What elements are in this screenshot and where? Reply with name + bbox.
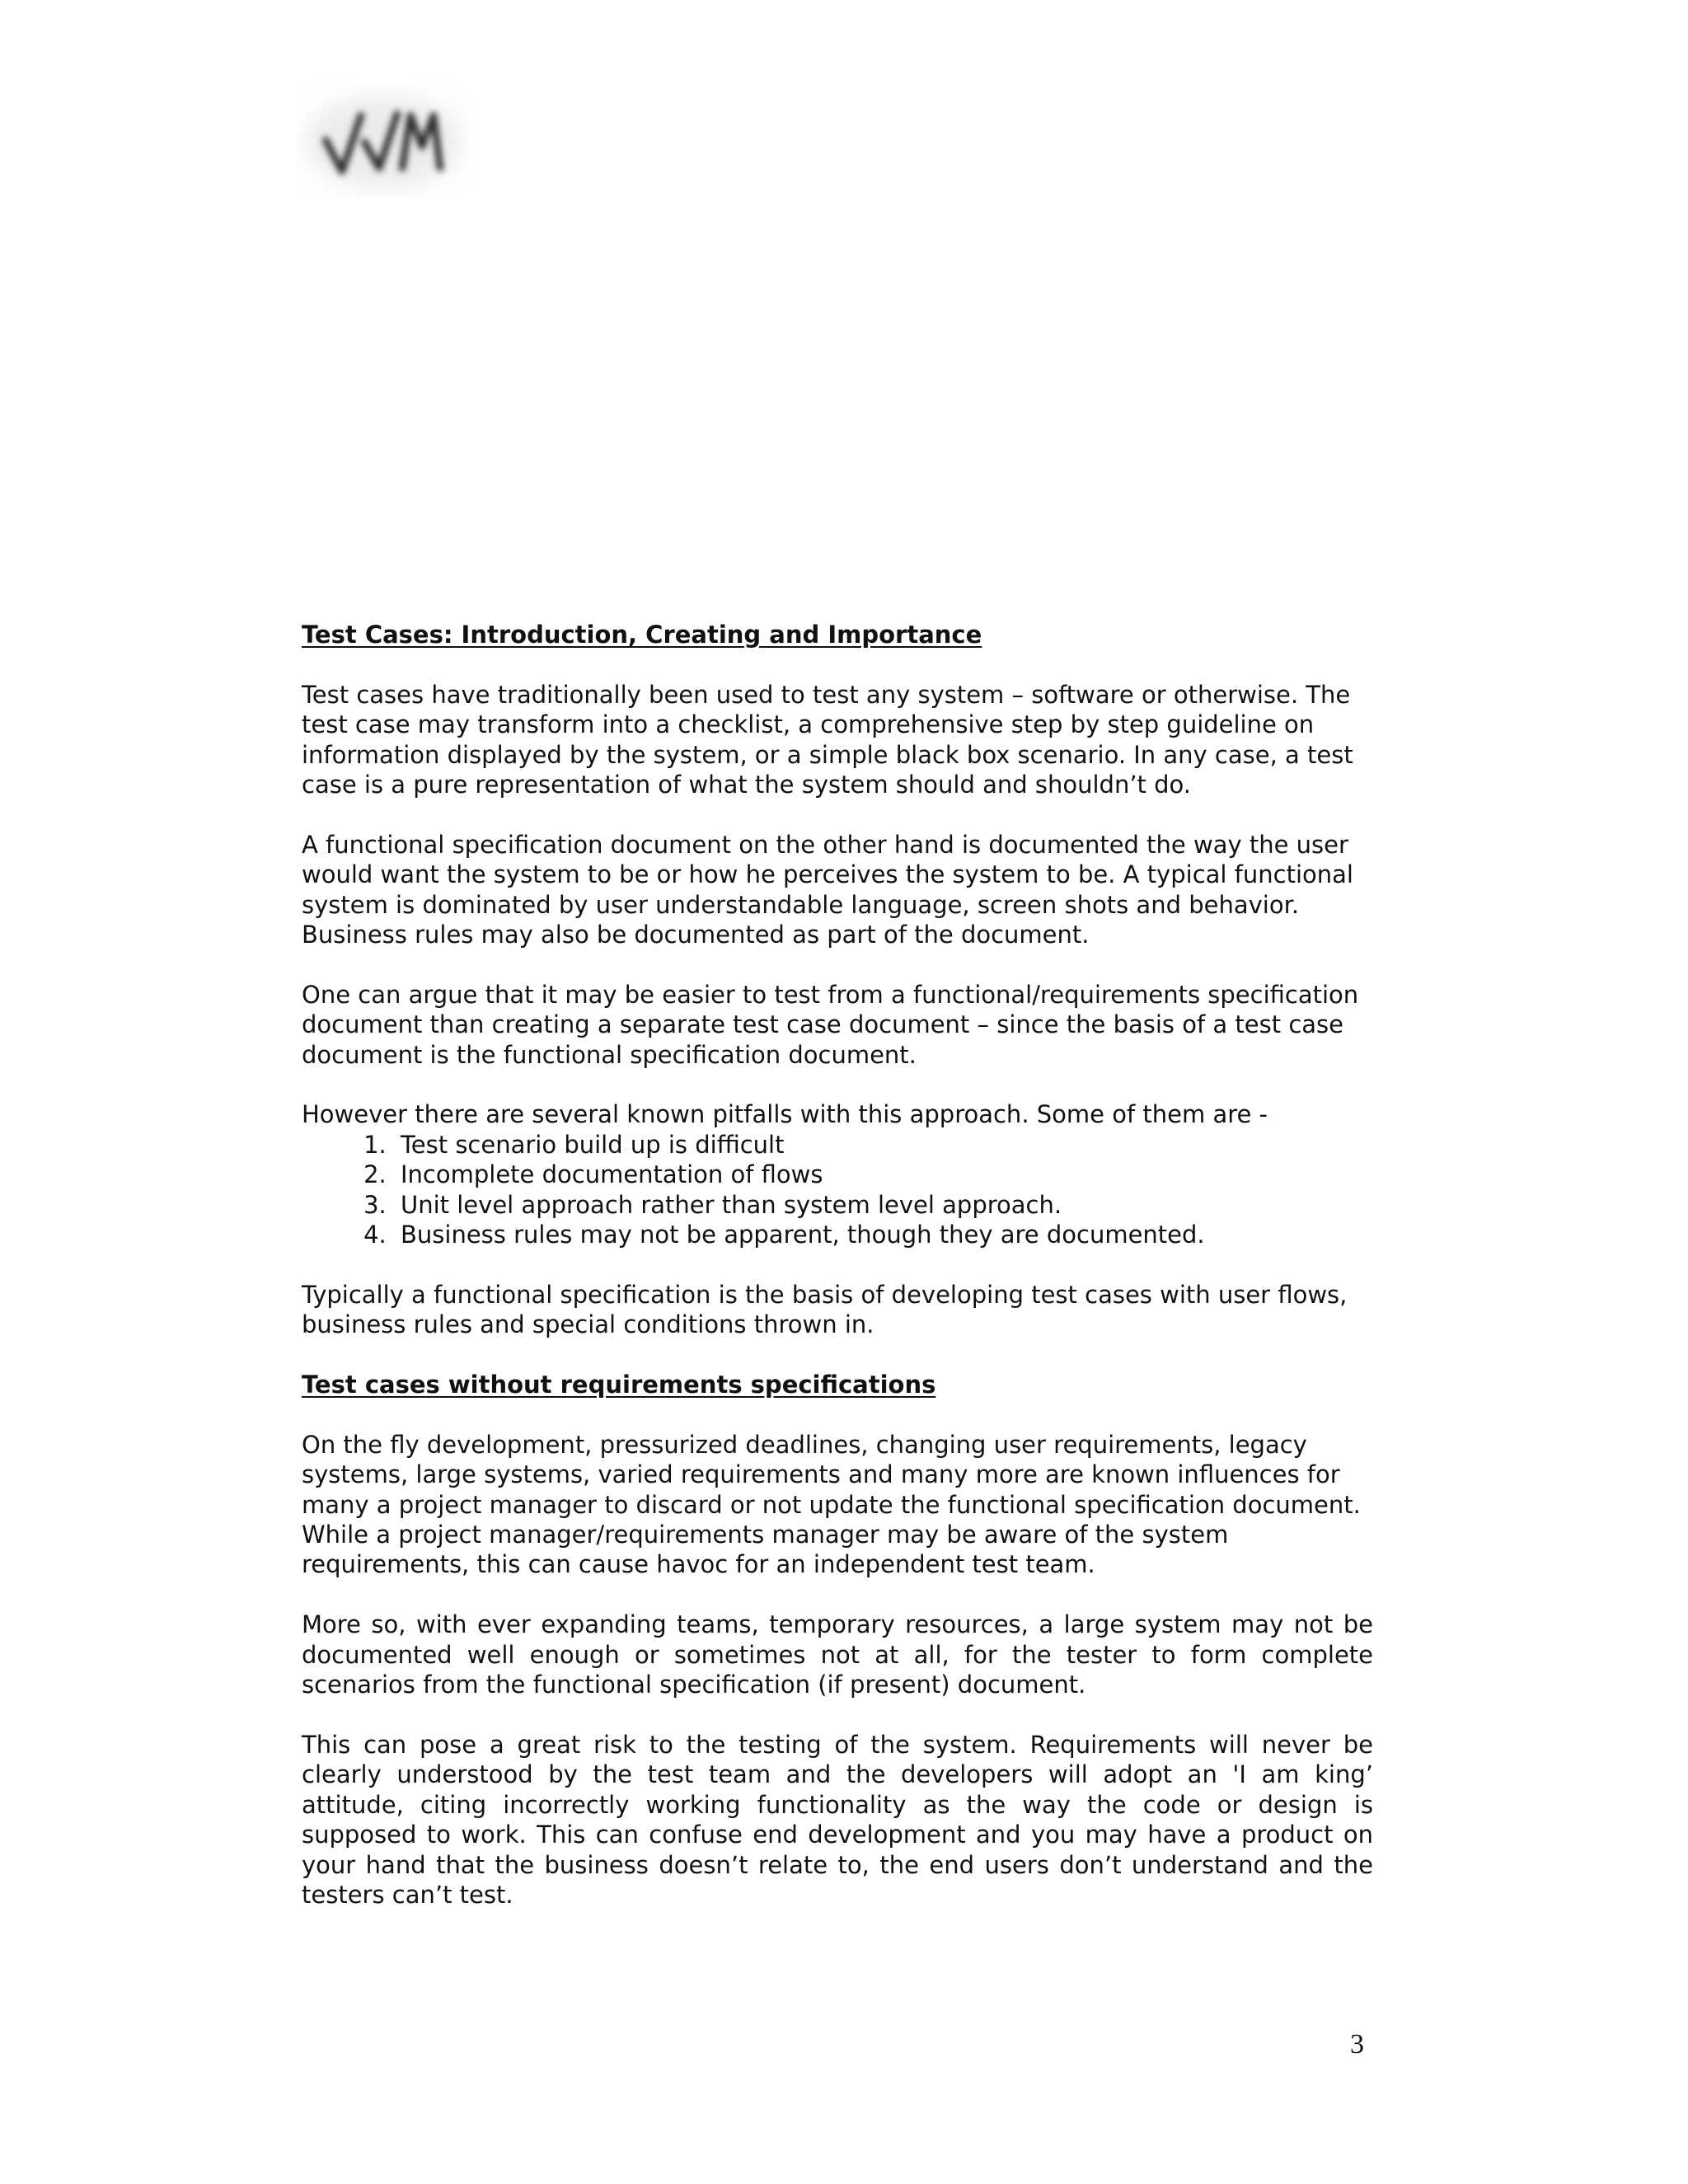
list-item: 2. Incomplete documentation of flows	[394, 1160, 1373, 1189]
pitfalls-list	[302, 1130, 1373, 1250]
page-number: 3	[1350, 2029, 1364, 2060]
document-body	[302, 620, 1373, 1940]
paragraph-functional-spec-basis: Typically a functional specification is the basis of developing test cases with user flows, business rules and special conditions thrown in.	[302, 1280, 1348, 1339]
paragraph-testing-from-specification: One can argue that it may be easier to test from a functional/requirements specification document than creating a separate test case document – since the basis of a test case document is the functional specification document.	[302, 980, 1359, 1069]
list-item: 4. Business rules may not be apparent, though they are documented.	[394, 1220, 1373, 1249]
section-heading-test-cases-introduction: Test Cases: Introduction, Creating and Importance	[302, 621, 982, 649]
paragraph-pitfalls-intro: However there are several known pitfalls with this approach. Some of them are -	[302, 1100, 1268, 1129]
list-item: 1. Test scenario build up is difficult	[394, 1130, 1373, 1160]
paragraph-test-cases-intro: Test cases have traditionally been used to test any system – software or otherwise. The test case may transform into a checklist, a comprehensive step by step guideline on information displayed by the system, or a simple black box scenario. In any case, a test case is a pure representation of what the system should and shouldn’t do.	[302, 680, 1353, 799]
list-item: 3. Unit level approach rather than system level approach.	[394, 1190, 1373, 1220]
paragraph-functional-specification: A functional specification document on the other hand is documented the way the user would want the system to be or how he perceives the system to be. A typical functional system is dominated by user understandable language, screen shots and behavior. Business rules may also be documented as part of the document.	[302, 830, 1353, 949]
section-heading-without-requirements: Test cases without requirements specifications	[302, 1371, 936, 1399]
paragraph-expanding-teams: More so, with ever expanding teams, temporary resources, a large system may not be documented well enough or sometimes not at all, for the tester to form complete scenarios from the functional specification (if present) document.	[302, 1610, 1373, 1699]
paragraph-testing-risk: This can pose a great risk to the testing of the system. Requirements will never be clearly understood by the test team and the developers will adopt an 'I am king’ attitude, citing incorrectly working functionality as the way the code or design is supposed to work. This can confuse end development and you may have a product on your hand that the business doesn’t relate to, the end users don’t understand and the testers can’t test.	[302, 1730, 1373, 1909]
checkmarks-signature-logo-icon	[297, 82, 470, 198]
paragraph-project-influences: On the fly development, pressurized deadlines, changing user requirements, legacy systems, large systems, varied requirements and many more are known influences for many a project manager to discard or not update the functional specification document. While a project manager/requirements manager may be aware of the system requirements, this can cause havoc for an independent test team.	[302, 1430, 1361, 1579]
